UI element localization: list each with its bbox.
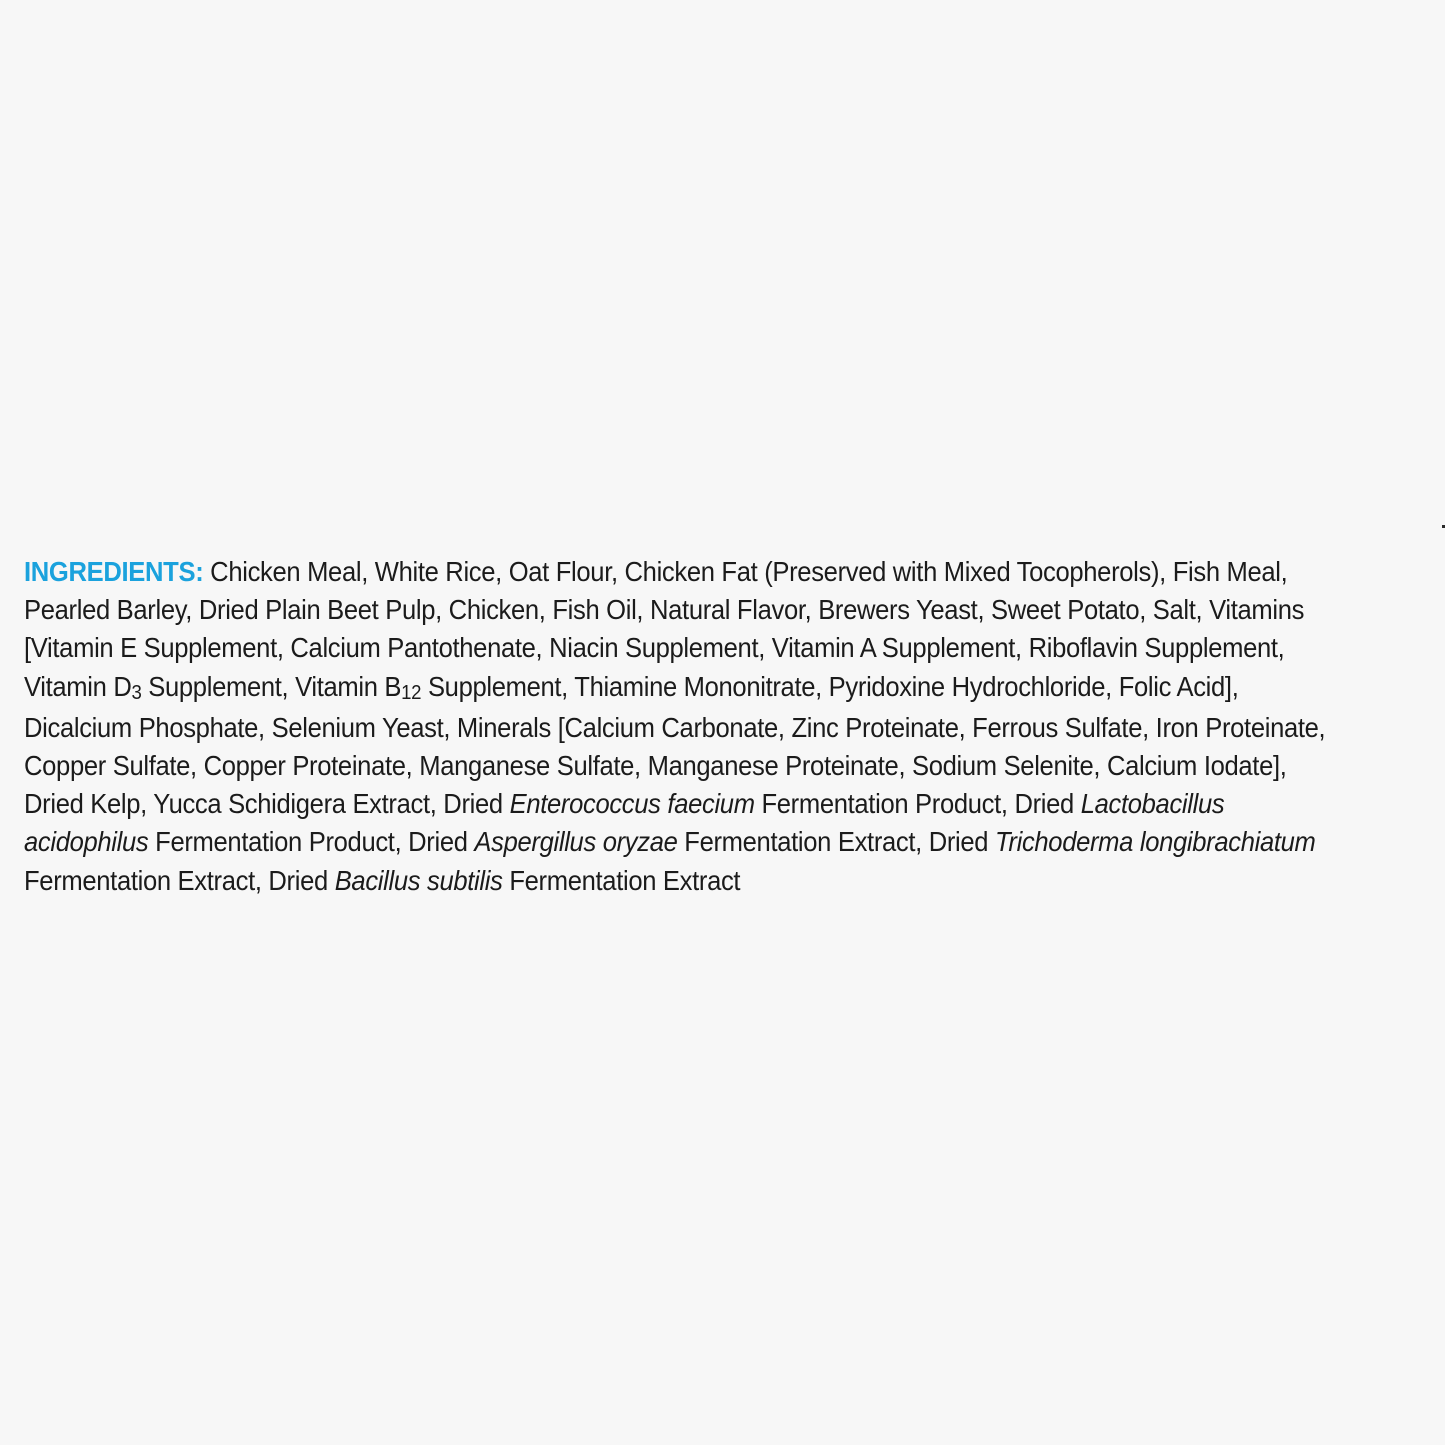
italic-term: Lactobacillus xyxy=(1080,788,1225,820)
subscript-text: 12 xyxy=(401,681,422,704)
ingredient-text: Fermentation Extract xyxy=(502,864,741,896)
ingredient-text: Fermentation Extract, Dried xyxy=(677,826,995,858)
ingredient-text: Fermentation Product, Dried xyxy=(148,826,475,858)
ingredient-text: Supplement, Thiamine Mononitrate, Pyridoxine Hydrochloride, Folic Acid], xyxy=(421,670,1239,702)
ingredients-line-1 xyxy=(24,553,1331,591)
ingredient-text: Fermentation Product, Dried xyxy=(754,788,1081,820)
ingredients-line-5 xyxy=(24,709,1331,747)
ingredients-line-2 xyxy=(24,591,1331,629)
ingredient-text: Dried Kelp, Yucca Schidigera Extract, Dried xyxy=(24,788,510,820)
ingredient-text: Supplement, Vitamin B xyxy=(141,670,402,702)
ingredient-text: Pearled Barley, Dried Plain Beet Pulp, Chicken, Fish Oil, Natural Flavor, Brewers Yeast, Sweet Potato, Salt, Vitamins xyxy=(24,594,1305,626)
ingredient-text: Vitamin D xyxy=(24,670,132,702)
ingredient-text: Dicalcium Phosphate, Selenium Yeast, Minerals [Calcium Carbonate, Zinc Proteinate, Ferrous Sulfate, Iron Proteinate, xyxy=(24,711,1326,743)
ingredients-line-6 xyxy=(24,747,1331,785)
ingredient-text: Fermentation Extract, Dried xyxy=(24,864,335,896)
ingredients-line-3 xyxy=(24,629,1331,667)
ingredients-line-9 xyxy=(24,862,1331,900)
italic-term: acidophilus xyxy=(24,826,149,858)
italic-term: Aspergillus oryzae xyxy=(474,826,678,858)
ingredients-line-4 xyxy=(24,668,1331,709)
ingredients-line-7 xyxy=(24,785,1331,823)
ingredient-text: [Vitamin E Supplement, Calcium Pantothenate, Niacin Supplement, Vitamin A Supplement, Riboflavin Supplement, xyxy=(24,632,1285,664)
subscript-text: 3 xyxy=(131,681,142,704)
ingredients-panel xyxy=(24,553,1429,900)
ingredient-text: Chicken Meal, White Rice, Oat Flour, Chicken Fat (Preserved with Mixed Tocopherols), Fish Meal, xyxy=(203,556,1288,587)
ingredients-label: INGREDIENTS: xyxy=(24,556,204,587)
ingredients-line-8 xyxy=(24,823,1331,861)
italic-term: Bacillus subtilis xyxy=(334,864,503,896)
italic-term: Enterococcus faecium xyxy=(509,788,755,820)
italic-term: Trichoderma longibrachiatum xyxy=(994,826,1316,858)
ingredient-text: Copper Sulfate, Copper Proteinate, Manganese Sulfate, Manganese Proteinate, Sodium Selenite, Calcium Iodate], xyxy=(24,750,1287,782)
